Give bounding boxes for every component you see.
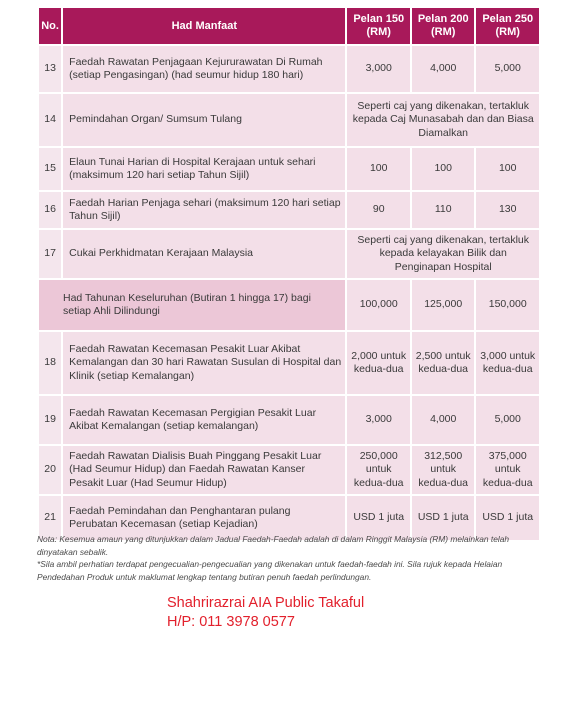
merged-value: Seperti caj yang dikenakan, tertakluk kepada kelayakan Bilik dan Penginapan Hospital [347, 230, 539, 278]
row-number: 16 [39, 192, 61, 228]
table-row [39, 192, 539, 228]
table-row [39, 148, 539, 190]
note-exclusions: *Sila ambil perhatian terdapat pengecualian-pengecualian yang dikenakan untuk faedah-faedah ini. Sila rujuk kepada Helaian Pendedahan Produk untuk maklumat lengkap tentang butiran penuh faedah perlindungan. [37, 559, 503, 582]
benefits-table [37, 6, 541, 542]
benefit-name: Faedah Rawatan Penjagaan Kejururawatan Di Rumah (setiap Pengasingan) (had seumur hidup 180 hari) [63, 46, 345, 92]
annual-limit-row [39, 280, 539, 330]
plan-250-value: 130 [476, 192, 539, 228]
plan-200-value: 2,500 untuk kedua-dua [412, 332, 475, 394]
plan-250-value: USD 1 juta [476, 496, 539, 540]
row-number: 17 [39, 230, 61, 278]
plan-150-value: 3,000 [347, 46, 410, 92]
plan-150-value: USD 1 juta [347, 496, 410, 540]
row-number: 21 [39, 496, 61, 540]
table-row [39, 332, 539, 394]
header-no: No. [39, 8, 61, 44]
agent-phone: H/P: 011 3978 0577 [167, 614, 295, 630]
table-row [39, 46, 539, 92]
plan-250-value: 3,000 untuk kedua-dua [476, 332, 539, 394]
table-row [39, 396, 539, 444]
benefit-name: Faedah Rawatan Kecemasan Pesakit Luar Akibat Kemalangan dan 30 hari Rawatan Susulan di Hospital dan Klinik (setiap Kemalangan) [63, 332, 345, 394]
row-number: 15 [39, 148, 61, 190]
plan-200-value: 312,500 untuk kedua-dua [412, 446, 475, 494]
plan-200-value: 4,000 [412, 46, 475, 92]
plan-200-value: 125,000 [412, 280, 475, 330]
header-plan-250: Pelan 250 (RM) [476, 8, 539, 44]
table-row [39, 446, 539, 494]
plan-250-value: 375,000 untuk kedua-dua [476, 446, 539, 494]
row-number: 13 [39, 46, 61, 92]
benefit-name: Faedah Harian Penjaga sehari (maksimum 120 hari setiap Tahun Sijil) [63, 192, 345, 228]
plan-200-value: 110 [412, 192, 475, 228]
table-header-row [39, 8, 539, 44]
benefit-name: Faedah Pemindahan dan Penghantaran pulang Perubatan Kecemasan (setiap Kejadian) [63, 496, 345, 540]
plan-200-value: 4,000 [412, 396, 475, 444]
benefit-name: Elaun Tunai Harian di Hospital Kerajaan untuk sehari (maksimum 120 hari setiap Tahun Sijil) [63, 148, 345, 190]
header-benefit: Had Manfaat [63, 8, 345, 44]
header-plan-150: Pelan 150 (RM) [347, 8, 410, 44]
plan-250-value: 5,000 [476, 46, 539, 92]
plan-150-value: 3,000 [347, 396, 410, 444]
benefit-name: Faedah Rawatan Kecemasan Pergigian Pesakit Luar Akibat Kemalangan (setiap kemalangan) [63, 396, 345, 444]
plan-200-value: USD 1 juta [412, 496, 475, 540]
plan-150-value: 2,000 untuk kedua-dua [347, 332, 410, 394]
plan-150-value: 100 [347, 148, 410, 190]
header-plan-200: Pelan 200 (RM) [412, 8, 475, 44]
footnotes [37, 533, 545, 583]
plan-250-value: 150,000 [476, 280, 539, 330]
row-number: 20 [39, 446, 61, 494]
plan-150-value: 250,000 untuk kedua-dua [347, 446, 410, 494]
plan-250-value: 5,000 [476, 396, 539, 444]
plan-150-value: 90 [347, 192, 410, 228]
benefit-name: Faedah Rawatan Dialisis Buah Pinggang Pesakit Luar (Had Seumur Hidup) dan Faedah Rawatan Kanser Pesakit Luar (Had Seumur Hidup) [63, 446, 345, 494]
note-currency: Nota: Kesemua amaun yang ditunjukkan dalam Jadual Faedah-Faedah adalah di dalam Ringgit Malaysia (RM) melainkan telah dinyatakan sebalik. [37, 534, 510, 557]
plan-150-value: 100,000 [347, 280, 410, 330]
table-row [39, 230, 539, 278]
merged-value: Seperti caj yang dikenakan, tertakluk kepada Caj Munasabah dan dan Biasa Diamalkan [347, 94, 539, 146]
plan-250-value: 100 [476, 148, 539, 190]
agent-contact [167, 594, 364, 632]
benefit-name: Cukai Perkhidmatan Kerajaan Malaysia [63, 230, 345, 278]
row-number: 19 [39, 396, 61, 444]
annual-limit-label: Had Tahunan Keseluruhan (Butiran 1 hingga 17) bagi setiap Ahli Dilindungi [39, 280, 345, 330]
row-number: 14 [39, 94, 61, 146]
plan-200-value: 100 [412, 148, 475, 190]
table-row [39, 94, 539, 146]
benefit-name: Pemindahan Organ/ Sumsum Tulang [63, 94, 345, 146]
row-number: 18 [39, 332, 61, 394]
agent-name: Shahrirazrai AIA Public Takaful [167, 595, 365, 611]
